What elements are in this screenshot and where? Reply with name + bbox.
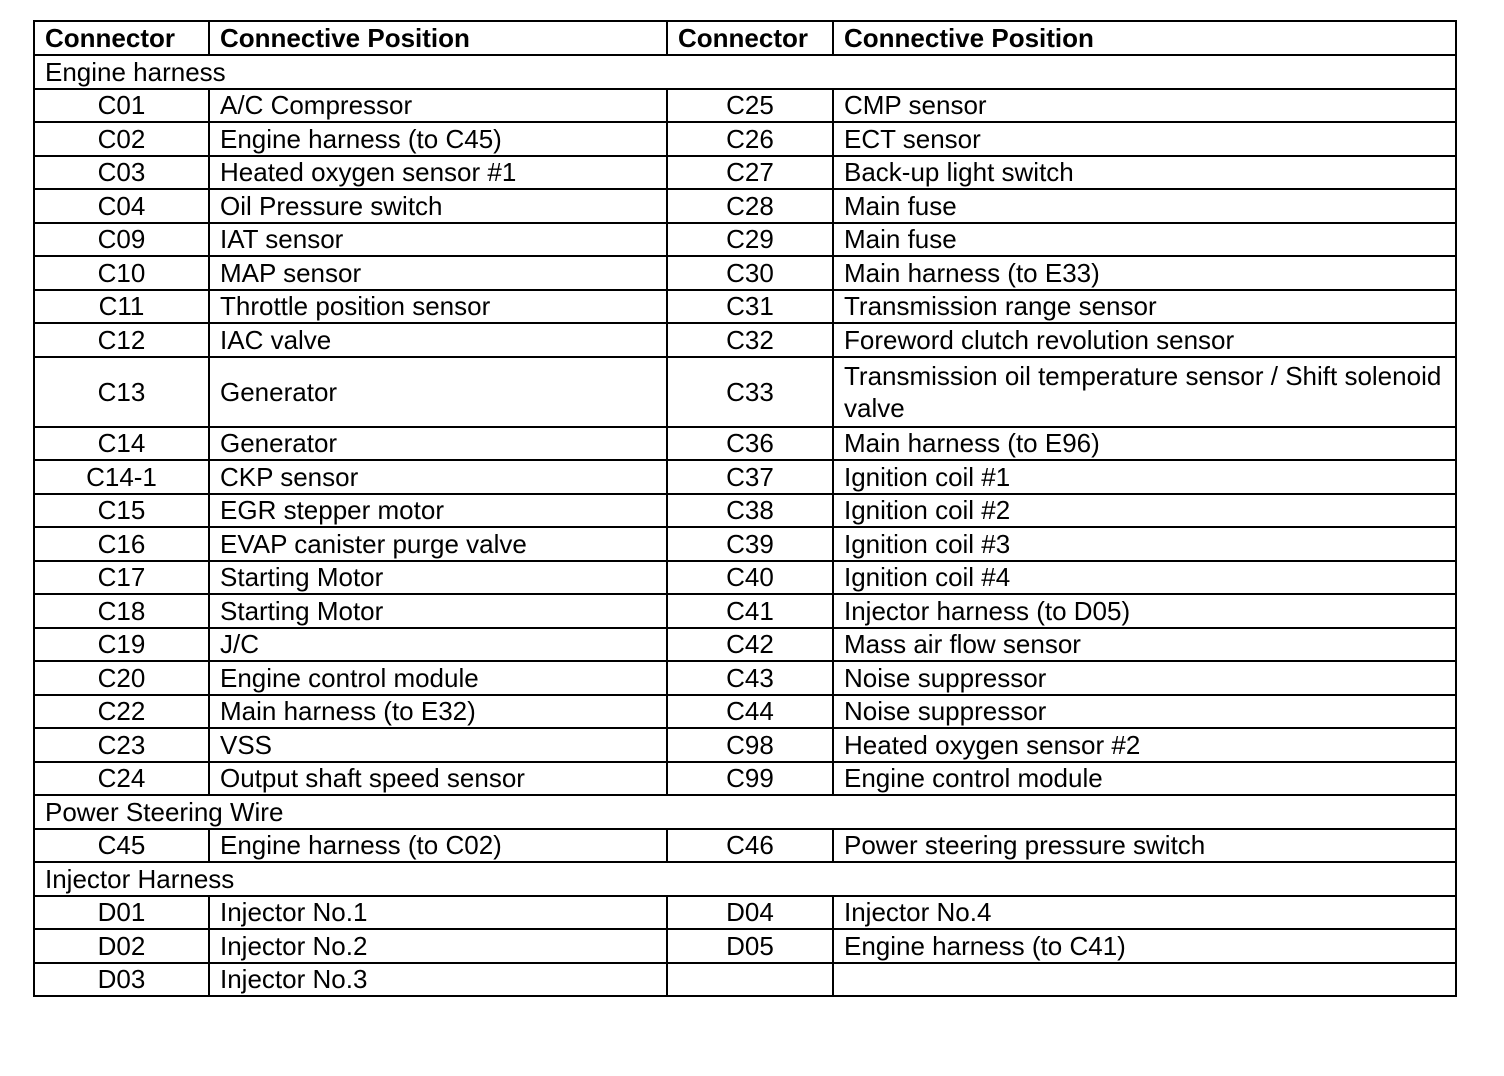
connector-cell: C29: [667, 223, 833, 257]
connector-cell: C20: [34, 661, 209, 695]
position-cell: Engine control module: [209, 661, 667, 695]
connector-cell: C23: [34, 728, 209, 762]
connector-cell: C10: [34, 256, 209, 290]
connector-cell: C46: [667, 829, 833, 863]
connector-cell: C25: [667, 89, 833, 123]
connector-cell: C22: [34, 695, 209, 729]
position-cell: Mass air flow sensor: [833, 628, 1456, 662]
section-header-row: [34, 55, 1456, 89]
position-cell: Foreword clutch revolution sensor: [833, 323, 1456, 357]
table-row: [34, 223, 1456, 257]
position-cell: CMP sensor: [833, 89, 1456, 123]
position-cell: IAC valve: [209, 323, 667, 357]
table-row: [34, 189, 1456, 223]
header-position-right: Connective Position: [833, 21, 1456, 55]
position-cell: A/C Compressor: [209, 89, 667, 123]
connector-cell: C39: [667, 527, 833, 561]
position-cell: Power steering pressure switch: [833, 829, 1456, 863]
header-connector-left: Connector: [34, 21, 209, 55]
connector-cell: C41: [667, 594, 833, 628]
position-cell: Generator: [209, 427, 667, 461]
position-cell: Main harness (to E96): [833, 427, 1456, 461]
header-connector-right: Connector: [667, 21, 833, 55]
connector-cell: C36: [667, 427, 833, 461]
position-cell: Generator: [209, 357, 667, 427]
header-position-left: Connective Position: [209, 21, 667, 55]
table-row: [34, 256, 1456, 290]
connector-cell: C09: [34, 223, 209, 257]
connector-cell: C03: [34, 156, 209, 190]
position-cell: Throttle position sensor: [209, 290, 667, 324]
connector-cell: C32: [667, 323, 833, 357]
table-row: [34, 323, 1456, 357]
position-cell: Main harness (to E32): [209, 695, 667, 729]
connector-cell: C43: [667, 661, 833, 695]
section-title: Power Steering Wire: [34, 795, 1456, 829]
position-cell: J/C: [209, 628, 667, 662]
connector-cell: C16: [34, 527, 209, 561]
position-cell: Ignition coil #4: [833, 561, 1456, 595]
section-title: Injector Harness: [34, 862, 1456, 896]
position-cell: [833, 963, 1456, 997]
connector-cell: C28: [667, 189, 833, 223]
position-cell: Engine harness (to C45): [209, 122, 667, 156]
table-header: [34, 21, 1456, 55]
position-cell: Engine harness (to C41): [833, 929, 1456, 963]
connector-cell: [667, 963, 833, 997]
position-cell: Main fuse: [833, 223, 1456, 257]
connector-cell: C02: [34, 122, 209, 156]
connector-cell: C01: [34, 89, 209, 123]
connector-cell: C37: [667, 460, 833, 494]
table-row: [34, 89, 1456, 123]
connector-cell: C19: [34, 628, 209, 662]
position-cell: Engine harness (to C02): [209, 829, 667, 863]
connector-cell: D01: [34, 896, 209, 930]
table-row: [34, 695, 1456, 729]
table-row: [34, 527, 1456, 561]
position-cell: Transmission oil temperature sensor / Shift solenoid valve: [833, 357, 1456, 427]
section-title: Engine harness: [34, 55, 1456, 89]
position-cell: CKP sensor: [209, 460, 667, 494]
position-cell: Main harness (to E33): [833, 256, 1456, 290]
connector-cell: C99: [667, 762, 833, 796]
position-cell: Heated oxygen sensor #2: [833, 728, 1456, 762]
connector-cell: D02: [34, 929, 209, 963]
table-row: [34, 357, 1456, 427]
connector-cell: C13: [34, 357, 209, 427]
table-row: [34, 728, 1456, 762]
connector-cell: C42: [667, 628, 833, 662]
table-row: [34, 460, 1456, 494]
connector-cell: C11: [34, 290, 209, 324]
table-row: [34, 427, 1456, 461]
position-cell: Starting Motor: [209, 594, 667, 628]
position-cell: EVAP canister purge valve: [209, 527, 667, 561]
position-cell: Transmission range sensor: [833, 290, 1456, 324]
position-cell: Output shaft speed sensor: [209, 762, 667, 796]
connector-cell: C12: [34, 323, 209, 357]
table-row: [34, 156, 1456, 190]
position-cell: Injector No.4: [833, 896, 1456, 930]
position-cell: Injector No.2: [209, 929, 667, 963]
position-cell: EGR stepper motor: [209, 494, 667, 528]
connector-cell: C14: [34, 427, 209, 461]
position-cell: Injector No.3: [209, 963, 667, 997]
position-cell: IAT sensor: [209, 223, 667, 257]
table-row: [34, 929, 1456, 963]
connector-cell: C14-1: [34, 460, 209, 494]
table-row: [34, 122, 1456, 156]
connector-cell: D04: [667, 896, 833, 930]
position-cell: VSS: [209, 728, 667, 762]
position-cell: Injector No.1: [209, 896, 667, 930]
position-cell: Ignition coil #2: [833, 494, 1456, 528]
table-row: [34, 290, 1456, 324]
connector-cell: C98: [667, 728, 833, 762]
table-row: [34, 762, 1456, 796]
connector-cell: C04: [34, 189, 209, 223]
position-cell: Ignition coil #3: [833, 527, 1456, 561]
position-cell: Engine control module: [833, 762, 1456, 796]
position-cell: MAP sensor: [209, 256, 667, 290]
connector-cell: C45: [34, 829, 209, 863]
connector-cell: D03: [34, 963, 209, 997]
connector-cell: D05: [667, 929, 833, 963]
connector-cell: C27: [667, 156, 833, 190]
table-row: [34, 561, 1456, 595]
table-row: [34, 628, 1456, 662]
connector-cell: C24: [34, 762, 209, 796]
position-cell: Noise suppressor: [833, 695, 1456, 729]
table-row: [34, 963, 1456, 997]
connector-cell: C17: [34, 561, 209, 595]
position-cell: Oil Pressure switch: [209, 189, 667, 223]
table-row: [34, 494, 1456, 528]
connector-cell: C44: [667, 695, 833, 729]
position-cell: Main fuse: [833, 189, 1456, 223]
section-header-row: [34, 862, 1456, 896]
position-cell: Heated oxygen sensor #1: [209, 156, 667, 190]
position-cell: Ignition coil #1: [833, 460, 1456, 494]
position-cell: Back-up light switch: [833, 156, 1456, 190]
table-row: [34, 829, 1456, 863]
connector-cell: C38: [667, 494, 833, 528]
position-cell: ECT sensor: [833, 122, 1456, 156]
position-cell: Starting Motor: [209, 561, 667, 595]
section-header-row: [34, 795, 1456, 829]
connector-cell: C31: [667, 290, 833, 324]
table-row: [34, 594, 1456, 628]
table-row: [34, 661, 1456, 695]
connector-table: [33, 20, 1457, 997]
connector-cell: C33: [667, 357, 833, 427]
connector-cell: C26: [667, 122, 833, 156]
connector-cell: C40: [667, 561, 833, 595]
position-cell: Noise suppressor: [833, 661, 1456, 695]
table-row: [34, 896, 1456, 930]
connector-cell: C18: [34, 594, 209, 628]
connector-cell: C15: [34, 494, 209, 528]
position-cell: Injector harness (to D05): [833, 594, 1456, 628]
header-row: [34, 21, 1456, 55]
connector-cell: C30: [667, 256, 833, 290]
table-body: [34, 55, 1456, 996]
